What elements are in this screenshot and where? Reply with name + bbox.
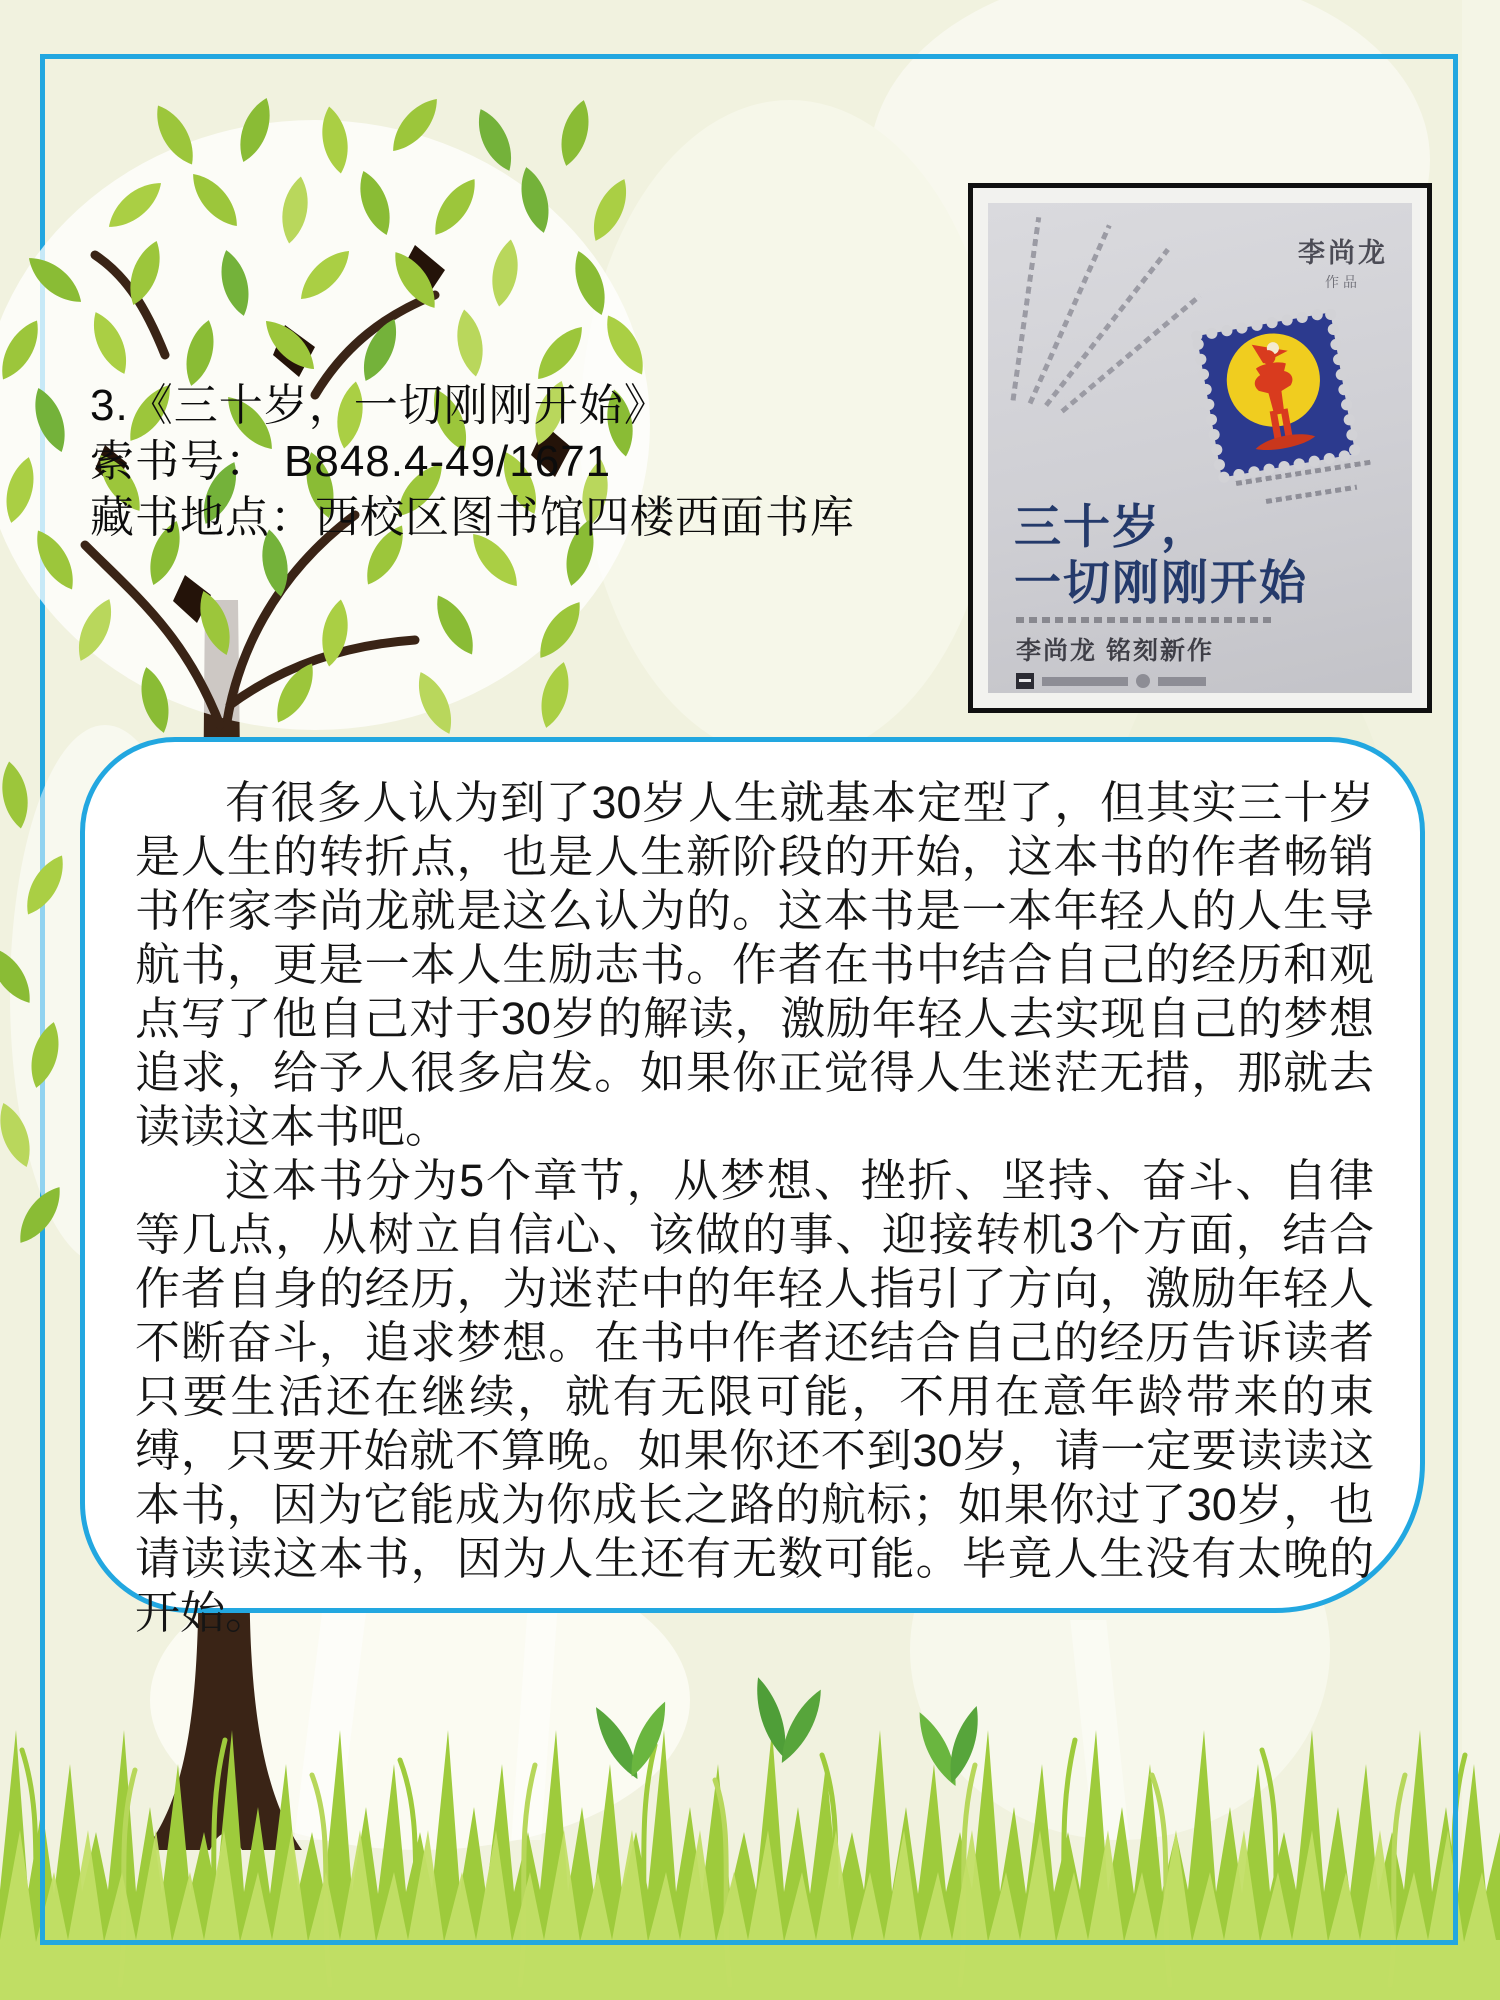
location-line [90, 490, 855, 546]
review-bubble [80, 737, 1425, 1638]
publisher-logos [1016, 673, 1206, 689]
call-number-value: B848.4-49/1671 [284, 437, 612, 486]
cover-title [1014, 499, 1308, 611]
book-cover-photo [968, 183, 1432, 713]
stamp-illustration [1187, 303, 1364, 487]
location-value: 西校区图书馆四楼西面书库 [315, 493, 855, 542]
cover-title-line1: 三十岁， [1014, 500, 1210, 553]
cover-author-sub: 作品 [1325, 274, 1361, 290]
review-paragraph-2: 这本书分为5个章节，从梦想、挫折、坚持、奋斗、自律等几点，从树立自信心、该做的事、迎接转机3个方面，结合作者自身的经历，为迷茫中的年轻人指引了方向，激励年轻人不断奋斗，追求梦想。在书中作者还结合自己的经历告诉读者只要生活还在继续，就有无限可能，不用在意年龄带来的束缚，只要开始就不算晚。如果你还不到30岁，请一定要读读这本书，因为它能成为你成长之路的航标；如果你过了30岁，也请读读这本书，因为人生还有无数可能。毕竟人生没有太晚的开始。 [135, 1155, 1374, 1638]
publisher-name2-bar [1158, 677, 1206, 686]
grass-graphic [0, 1640, 1500, 2000]
cover-title-line2: 一切刚刚开始 [1014, 556, 1308, 609]
call-number-label: 索书号： [90, 437, 270, 486]
book-cover-inner [988, 203, 1412, 693]
cover-author-name: 李尚龙 [1298, 238, 1388, 268]
cover-byline: 李尚龙 铭刻新作 [1016, 637, 1214, 665]
cover-subtitle-text [1016, 617, 1274, 623]
location-label: 藏书地点： [90, 493, 315, 542]
publisher-logo2-icon [1136, 674, 1150, 688]
cover-ribbon-text [1060, 294, 1201, 414]
call-number-line [90, 434, 855, 490]
publisher-name-bar [1042, 677, 1128, 686]
book-info-block [90, 378, 855, 546]
book-title-line: 3.《三十岁，一切刚刚开始》 [90, 381, 669, 430]
cover-ribbon-text [1011, 217, 1042, 401]
review-paragraph-1: 有很多人认为到了30岁人生就基本定型了，但其实三十岁是人生的转折点，也是人生新阶段的开始，这本书的作者畅销书作家李尚龙就是这么认为的。这本书是一本年轻人的人生导航书，更是一本人生励志书。作者在书中结合自己的经历和观点写了他自己对于30岁的解读，激励年轻人去实现自己的梦想追求，给予人很多启发。如果你正觉得人生迷茫无措，那就去读读这本书吧。 [135, 777, 1374, 1152]
publisher-logo-icon [1016, 673, 1034, 689]
cover-author-block [1298, 231, 1388, 292]
